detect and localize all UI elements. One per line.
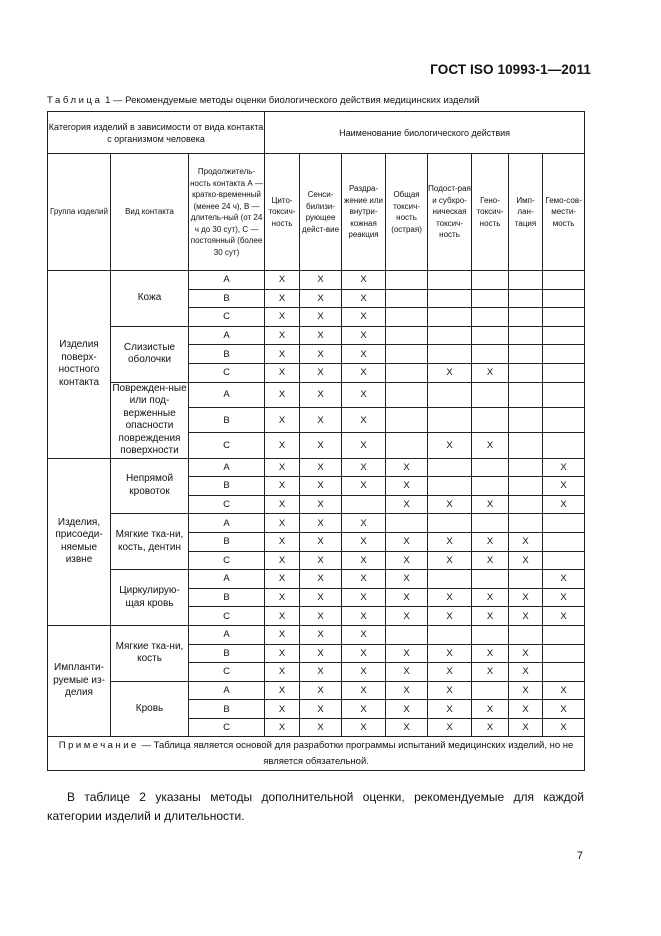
mark-cell: X	[300, 570, 342, 589]
mark-cell: X	[265, 433, 300, 458]
mark-cell: X	[265, 700, 300, 719]
mark-cell	[472, 326, 509, 345]
mark-cell: X	[509, 718, 543, 737]
mark-cell: X	[342, 363, 386, 382]
duration-cell: C	[189, 663, 265, 682]
contact-kind-cell: Слизистые оболочки	[111, 326, 189, 382]
mark-cell	[509, 433, 543, 458]
mark-cell: X	[509, 663, 543, 682]
mark-cell: X	[265, 289, 300, 308]
table-row	[48, 271, 585, 290]
duration-cell: B	[189, 345, 265, 364]
mark-cell: X	[265, 308, 300, 327]
mark-cell	[386, 514, 428, 533]
mark-cell	[543, 433, 585, 458]
mark-cell: X	[265, 495, 300, 514]
mark-cell	[386, 308, 428, 327]
effect-header-4: Подост-рая и субхро-ническая токсич-ность	[428, 154, 472, 271]
mark-cell	[543, 345, 585, 364]
duration-cell: C	[189, 551, 265, 570]
duration-cell: B	[189, 289, 265, 308]
mark-cell: X	[509, 532, 543, 551]
mark-cell: X	[300, 308, 342, 327]
duration-cell: A	[189, 681, 265, 700]
mark-cell: X	[342, 407, 386, 432]
mark-cell: X	[472, 532, 509, 551]
duration-cell: C	[189, 607, 265, 626]
mark-cell: X	[300, 607, 342, 626]
mark-cell	[543, 271, 585, 290]
mark-cell	[472, 570, 509, 589]
mark-cell	[472, 477, 509, 496]
mark-cell	[428, 625, 472, 644]
contact-kind-cell: Циркулирую-щая кровь	[111, 570, 189, 626]
mark-cell: X	[386, 570, 428, 589]
category-header: Категория изделий в зависимости от вида контакта с организмом человека	[48, 112, 265, 154]
mark-cell	[543, 308, 585, 327]
duration-cell: A	[189, 514, 265, 533]
mark-cell: X	[342, 588, 386, 607]
mark-cell	[428, 514, 472, 533]
mark-cell: X	[386, 663, 428, 682]
mark-cell: X	[509, 588, 543, 607]
effect-header-0: Цито-токсич-ность	[265, 154, 300, 271]
mark-cell	[472, 382, 509, 407]
document-code: ГОСТ ISO 10993-1—2011	[430, 62, 591, 77]
mark-cell	[472, 271, 509, 290]
contact-kind-cell: Мягкие тка-ни, кость, дентин	[111, 514, 189, 570]
duration-cell: C	[189, 718, 265, 737]
mark-cell: X	[342, 532, 386, 551]
mark-cell: X	[509, 551, 543, 570]
mark-cell: X	[342, 718, 386, 737]
mark-cell	[472, 681, 509, 700]
mark-cell: X	[265, 514, 300, 533]
mark-cell: X	[472, 700, 509, 719]
mark-cell: X	[386, 588, 428, 607]
mark-cell	[386, 326, 428, 345]
mark-cell: X	[265, 551, 300, 570]
mark-cell: X	[428, 588, 472, 607]
mark-cell: X	[509, 644, 543, 663]
mark-cell	[509, 458, 543, 477]
mark-cell	[428, 407, 472, 432]
mark-cell: X	[300, 514, 342, 533]
mark-cell: X	[300, 644, 342, 663]
mark-cell	[428, 570, 472, 589]
mark-cell: X	[342, 551, 386, 570]
mark-cell	[509, 625, 543, 644]
contact-kind-cell: Кровь	[111, 681, 189, 737]
mark-cell	[472, 407, 509, 432]
mark-cell	[543, 289, 585, 308]
mark-cell: X	[428, 433, 472, 458]
mark-cell	[509, 308, 543, 327]
contact-kind-cell: Поврежден-ные или под-верженные опасности повреждения поверхности	[112, 382, 187, 457]
mark-cell: X	[300, 345, 342, 364]
group-cell: Изделия поверх-ностного контакта	[48, 271, 111, 459]
mark-cell: X	[342, 514, 386, 533]
mark-cell: X	[386, 477, 428, 496]
mark-cell	[386, 407, 428, 432]
duration-cell: C	[189, 433, 265, 458]
caption-label: Таблица	[47, 95, 103, 106]
mark-cell: X	[428, 700, 472, 719]
mark-cell: X	[342, 681, 386, 700]
contact-kind-cell: Кожа	[111, 271, 189, 327]
mark-cell: X	[543, 588, 585, 607]
mark-cell: X	[386, 551, 428, 570]
duration-cell: A	[189, 271, 265, 290]
mark-cell: X	[300, 700, 342, 719]
mark-cell	[472, 345, 509, 364]
mark-cell	[386, 363, 428, 382]
mark-cell: X	[543, 477, 585, 496]
mark-cell: X	[428, 644, 472, 663]
mark-cell	[543, 407, 585, 432]
note-text: — Таблица является основой для разработки программы испытаний медицинских изделий, но не является обязательной.	[138, 740, 574, 767]
caption-text: 1 — Рекомендуемые методы оценки биологического действия медицинских изделий	[102, 95, 480, 106]
mark-cell: X	[265, 532, 300, 551]
mark-cell: X	[509, 681, 543, 700]
mark-cell	[543, 326, 585, 345]
mark-cell	[386, 625, 428, 644]
mark-cell: X	[300, 433, 342, 458]
mark-cell: X	[386, 681, 428, 700]
mark-cell: X	[265, 271, 300, 290]
mark-cell	[543, 532, 585, 551]
effect-header-1: Сенси-билизи-рующее дейст-вие	[300, 154, 342, 271]
duration-cell: B	[189, 588, 265, 607]
mark-cell	[386, 345, 428, 364]
mark-cell	[509, 326, 543, 345]
effect-header-5: Гено-токсич-ность	[472, 154, 509, 271]
mark-cell: X	[300, 532, 342, 551]
mark-cell: X	[300, 495, 342, 514]
mark-cell: X	[428, 663, 472, 682]
contact-kind-cell: Мягкие тка-ни, кость	[111, 625, 189, 681]
mark-cell: X	[342, 700, 386, 719]
mark-cell: X	[428, 363, 472, 382]
effect-header-6: Имп-лан-тация	[509, 154, 543, 271]
mark-cell: X	[472, 551, 509, 570]
mark-cell	[428, 458, 472, 477]
duration-cell: B	[189, 532, 265, 551]
mark-cell: X	[265, 326, 300, 345]
duration-cell: B	[189, 477, 265, 496]
mark-cell: X	[543, 458, 585, 477]
mark-cell: X	[342, 345, 386, 364]
mark-cell: X	[265, 570, 300, 589]
mark-cell: X	[300, 663, 342, 682]
mark-cell: X	[386, 700, 428, 719]
mark-cell	[342, 495, 386, 514]
mark-cell: X	[509, 700, 543, 719]
mark-cell: X	[342, 271, 386, 290]
mark-cell	[509, 477, 543, 496]
mark-cell: X	[342, 289, 386, 308]
mark-cell	[386, 382, 428, 407]
col-kind-header: Вид контакта	[111, 154, 189, 271]
group-cell: Импланти-руемые из-делия	[48, 625, 111, 737]
mark-cell: X	[386, 495, 428, 514]
table-row	[48, 625, 585, 644]
mark-cell: X	[265, 382, 300, 407]
mark-cell: X	[428, 532, 472, 551]
mark-cell: X	[472, 718, 509, 737]
body-paragraph: В таблице 2 указаны методы дополнительной оценки, рекомендуемые для каждой категории изделий и длительности.	[47, 790, 584, 823]
mark-cell: X	[300, 477, 342, 496]
mark-cell: X	[265, 607, 300, 626]
mark-cell	[543, 363, 585, 382]
mark-cell	[428, 477, 472, 496]
mark-cell: X	[265, 345, 300, 364]
mark-cell	[428, 345, 472, 364]
mark-cell: X	[265, 588, 300, 607]
table-row	[48, 326, 585, 345]
page-number: 7	[576, 850, 583, 862]
mark-cell: X	[265, 644, 300, 663]
table-caption	[47, 95, 480, 106]
mark-cell	[428, 308, 472, 327]
mark-cell: X	[342, 644, 386, 663]
mark-cell: X	[265, 681, 300, 700]
mark-cell: X	[472, 495, 509, 514]
mark-cell: X	[300, 326, 342, 345]
mark-cell: X	[342, 308, 386, 327]
mark-cell: X	[300, 681, 342, 700]
mark-cell	[472, 625, 509, 644]
mark-cell	[509, 407, 543, 432]
mark-cell: X	[300, 588, 342, 607]
col-duration-header: Продолжитель-ность контакта А — кратко-временный (менее 24 ч), В — длитель-ный (от 24 ч до 30 сут), С — постоянный (более 30 сут)	[189, 154, 265, 271]
mark-cell: X	[265, 663, 300, 682]
mark-cell	[428, 271, 472, 290]
mark-cell	[428, 289, 472, 308]
mark-cell: X	[386, 644, 428, 663]
mark-cell: X	[472, 433, 509, 458]
mark-cell: X	[300, 718, 342, 737]
duration-cell: C	[189, 308, 265, 327]
mark-cell: X	[300, 382, 342, 407]
effect-header-3: Общая токсич-ность (острая)	[386, 154, 428, 271]
mark-cell: X	[472, 644, 509, 663]
mark-cell: X	[300, 363, 342, 382]
mark-cell: X	[265, 718, 300, 737]
mark-cell: X	[265, 458, 300, 477]
table-row	[48, 382, 585, 407]
mark-cell	[472, 308, 509, 327]
table-row	[48, 570, 585, 589]
mark-cell: X	[342, 625, 386, 644]
table-row	[48, 458, 585, 477]
mark-cell: X	[472, 607, 509, 626]
mark-cell: X	[386, 718, 428, 737]
mark-cell	[509, 363, 543, 382]
table-note	[48, 737, 585, 771]
mark-cell	[509, 289, 543, 308]
mark-cell: X	[472, 588, 509, 607]
mark-cell: X	[342, 477, 386, 496]
mark-cell	[543, 625, 585, 644]
mark-cell: X	[472, 363, 509, 382]
mark-cell: X	[300, 271, 342, 290]
mark-cell: X	[543, 607, 585, 626]
duration-cell: A	[189, 570, 265, 589]
mark-cell	[543, 663, 585, 682]
mark-cell	[386, 289, 428, 308]
duration-cell: C	[189, 495, 265, 514]
table-row	[48, 681, 585, 700]
biological-evaluation-table	[47, 111, 585, 771]
duration-cell: A	[189, 326, 265, 345]
mark-cell	[543, 514, 585, 533]
mark-cell: X	[265, 363, 300, 382]
mark-cell: X	[265, 625, 300, 644]
mark-cell: X	[472, 663, 509, 682]
mark-cell: X	[386, 458, 428, 477]
mark-cell	[472, 289, 509, 308]
mark-cell: X	[428, 607, 472, 626]
duration-cell: A	[189, 458, 265, 477]
mark-cell	[428, 382, 472, 407]
mark-cell: X	[543, 495, 585, 514]
mark-cell: X	[300, 625, 342, 644]
mark-cell: X	[386, 607, 428, 626]
mark-cell: X	[342, 433, 386, 458]
mark-cell	[509, 382, 543, 407]
mark-cell: X	[342, 458, 386, 477]
duration-cell: B	[189, 644, 265, 663]
mark-cell	[509, 345, 543, 364]
mark-cell: X	[265, 477, 300, 496]
table-row	[48, 514, 585, 533]
mark-cell: X	[428, 495, 472, 514]
mark-cell: X	[342, 607, 386, 626]
mark-cell: X	[342, 663, 386, 682]
mark-cell	[386, 271, 428, 290]
mark-cell: X	[543, 681, 585, 700]
mark-cell: X	[509, 607, 543, 626]
contact-kind-cell: Непрямой кровоток	[111, 458, 189, 514]
effect-header-2: Раздра-жение или внутри-кожная реакция	[342, 154, 386, 271]
effect-header-7: Гемо-сов-мести-мость	[543, 154, 585, 271]
mark-cell	[543, 551, 585, 570]
mark-cell: X	[265, 407, 300, 432]
group-cell: Изделия, присоеди-няемые извне	[48, 458, 111, 625]
duration-cell: A	[189, 625, 265, 644]
mark-cell: X	[543, 700, 585, 719]
mark-cell: X	[300, 289, 342, 308]
duration-cell: C	[189, 363, 265, 382]
mark-cell: X	[300, 551, 342, 570]
note-label: Примечание	[58, 740, 139, 752]
mark-cell: X	[428, 718, 472, 737]
duration-cell: B	[189, 700, 265, 719]
mark-cell	[543, 382, 585, 407]
duration-cell: A	[189, 382, 265, 407]
mark-cell: X	[342, 570, 386, 589]
mark-cell: X	[428, 681, 472, 700]
mark-cell: X	[543, 570, 585, 589]
col-group-header: Группа изделий	[48, 154, 111, 271]
mark-cell	[509, 570, 543, 589]
mark-cell	[386, 433, 428, 458]
mark-cell: X	[428, 551, 472, 570]
effect-header: Наименование биологического действия	[265, 112, 585, 154]
mark-cell	[543, 644, 585, 663]
duration-cell: B	[189, 407, 265, 432]
mark-cell: X	[342, 382, 386, 407]
mark-cell	[509, 514, 543, 533]
mark-cell: X	[386, 532, 428, 551]
mark-cell	[509, 495, 543, 514]
mark-cell: X	[300, 407, 342, 432]
mark-cell	[428, 326, 472, 345]
mark-cell	[472, 458, 509, 477]
mark-cell	[472, 514, 509, 533]
mark-cell: X	[342, 326, 386, 345]
mark-cell	[509, 271, 543, 290]
mark-cell: X	[300, 458, 342, 477]
mark-cell: X	[543, 718, 585, 737]
